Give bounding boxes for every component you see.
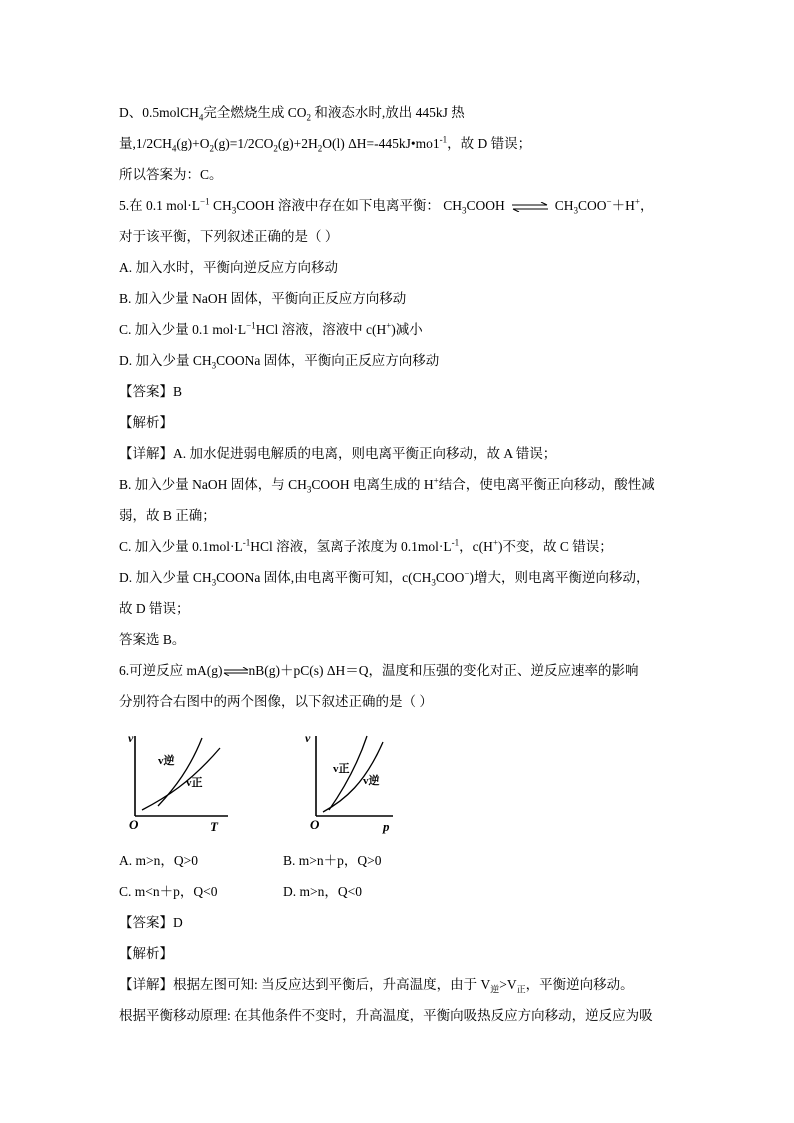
- text-line: 所以答案为：C。: [119, 167, 223, 182]
- equilibrium-arrow-icon: [511, 202, 549, 212]
- equilibrium-arrow-icon: [223, 667, 249, 676]
- x-axis-label: T: [210, 819, 218, 834]
- text-line: 【详解】根据左图可知: 当反应达到平衡后，升高温度，由于 $V_逆>V_正$，平衡逆向移动。: [119, 977, 634, 995]
- graph-v-vs-p: [305, 728, 405, 836]
- x-axis-label: p: [383, 819, 390, 834]
- option-d: D. 加入少量 $CH_3COONa$ 固体，平衡向正反应方向移动: [119, 353, 440, 371]
- option-c: C. m<n＋p，Q<0: [119, 884, 218, 899]
- options-row-2: [119, 882, 362, 902]
- text-line: 量$,1/2CH_4(g)+O_2(g)=1/2CO_2(g)+2H_2O(l)$ $\Delta H=-445kJ•mo1^{-1}$，故 D 错误；: [119, 134, 532, 154]
- text-line: 答案选 B。: [119, 632, 186, 647]
- option-b: B. 加入少量 NaOH 固体，平衡向正反应方向移动: [119, 291, 407, 306]
- text-line: 弱，故 B 正确；: [119, 508, 216, 523]
- option-d: D. m>n，Q<0: [283, 884, 362, 899]
- answer-label: 【答案】D: [119, 915, 183, 930]
- text-line: D. 加入少量 $CH_3COONa$ 固体,由电离平衡可知，$c(CH_3COO^-)$增大，则电离平衡逆向移动，: [119, 568, 650, 588]
- text-line: 对于该平衡，下列叙述正确的是（ ）: [119, 229, 339, 244]
- graph-v-vs-T: [120, 728, 240, 836]
- text-line: B. 加入少量 NaOH 固体，与 $CH_3COOH$ 电离生成的 H+结合，使电离平衡正向移动，酸性减: [119, 475, 655, 495]
- text-line: C. 加入少量 $0.1mol\cdot L^{-1}HCl$ 溶液，氢离子浓度为 $0.1mol\cdot L^{-1}$，c(H+)不变，故 C 错误；: [119, 537, 613, 554]
- text-line: 分别符合右图中的两个图像，以下叙述正确的是（ ）: [119, 694, 433, 709]
- option-a: A. m>n，Q>0: [119, 853, 198, 868]
- analysis-label: 【解析】: [119, 946, 173, 961]
- analysis-label: 【解析】: [119, 415, 173, 430]
- y-axis-label: v: [128, 731, 134, 745]
- curve-v-forward: [142, 748, 220, 810]
- option-c: C. 加入少量 0.1 $mol\cdot L^{-1}HCl$ 溶液，溶液中 c(H+)减小: [119, 320, 423, 337]
- curve-label-v-reverse: v逆: [158, 755, 175, 767]
- question-5-stem: 5.在 0.1 $mol\cdot L^{-1}$ $CH_3COOH$ 溶液中存在如下电离平衡： $CH_3COOH$ $CH_3COO^-+H^+$，: [119, 196, 654, 216]
- curve-v-reverse: [158, 738, 202, 806]
- origin-label: O: [310, 817, 320, 832]
- option-b: B. m>n＋p，Q>0: [283, 853, 382, 868]
- text-line: 故 D 错误；: [119, 601, 190, 616]
- y-axis-label: v: [305, 731, 311, 745]
- question-6-stem: 6.可逆反应 mA(g) nB(g)＋pC(s) ΔH＝Q，温度和压强的变化对正、逆反应速率的影响: [119, 663, 639, 678]
- text-line: 【详解】A. 加水促进弱电解质的电离，则电离平衡正向移动，故 A 错误；: [119, 446, 557, 461]
- curve-label-v-forward: v正: [186, 777, 203, 789]
- origin-label: O: [129, 817, 139, 832]
- option-a: A. 加入水时，平衡向逆反应方向移动: [119, 260, 338, 275]
- text-line: D、0.5molCH$_4$完全燃烧生成 $CO_2$ 和液态水时,放出 445kJ 热: [119, 105, 465, 123]
- curve-label-v-forward: v正: [333, 763, 350, 775]
- curve-label-v-reverse: v逆: [363, 775, 380, 787]
- options-row-1: [119, 851, 382, 871]
- text-line: 根据平衡移动原理: 在其他条件不变时，升高温度，平衡向吸热反应方向移动，逆反应为吸: [119, 1008, 653, 1023]
- answer-label: 【答案】B: [119, 384, 183, 399]
